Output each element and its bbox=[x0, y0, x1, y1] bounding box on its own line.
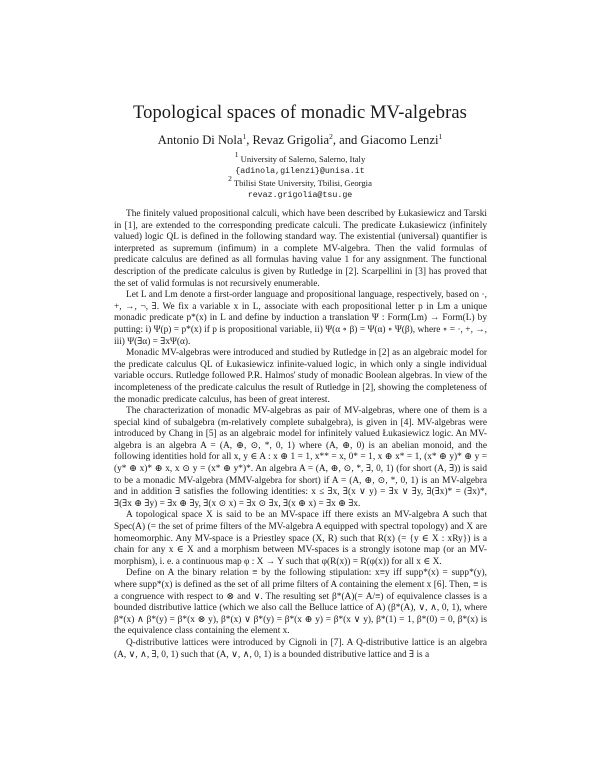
affiliation-name: Tbilisi State University, Tbilisi, Georgia bbox=[233, 178, 372, 188]
author-affiliation-mark: 2 bbox=[329, 132, 333, 141]
paragraph: The characterization of monadic MV-algebras as pair of MV-algebras, where one of them is a special kind of subalgebra (m-relatively complete subalgebra), is given in [4]. MV-algebras were introduced by Chang in [5] as an algebraic model for infinitely valued Łukasiewicz logic. An MV-algebra is an algebra A = (A, ⊕, ⊙, *, 0, 1) where (A, ⊕, 0) is an abelian monoid, and the following identities hold for all x, y ∈ A : x ⊕ 1 = 1, x** = x, 0* = 1, x ⊕ x* = 1, (x* ⊕ y)* ⊕ y = (y* ⊕ x)* ⊕ x, x ⊙ y = (x* ⊕ y*)*. An algebra A = (A, ⊕, ⊙, *, ∃, 0, 1) (for short (A, ∃)) is said to be a monadic MV-algebra (MMV-algebra for short) if A = (A, ⊕, ⊙, *, 0, 1) is an MV-algebra and in addition ∃ satisfies the following identities: x ≤ ∃x, ∃(x ∨ y) = ∃x ∨ ∃y, ∃(∃x)* = (∃x)*, ∃(∃x ⊕ ∃y) = ∃x ⊕ ∃y, ∃(x ⊙ x) = ∃x ⊙ ∃x, ∃(x ⊕ x) = ∃x ⊕ ∃x. bbox=[114, 406, 487, 509]
author-name: Antonio Di Nola bbox=[157, 133, 243, 147]
paragraph: Let L and Lm denote a first-order language and propositional language, respectively, based on ·, +, →, ¬, ∃. We fix a variable x in L, associate with each propositional letter p in Lm a unique monadic predicate p*(x) in L and define by induction a translation Ψ : Form(Lm) → Form(L) by putting: i) Ψ(p) = p*(x) if p is propositional variable, ii) Ψ(α ∘ β) = Ψ(α) ∘ Ψ(β), where ∘ = ·, +, →, iii) Ψ(∃α) = ∃xΨ(α). bbox=[114, 290, 487, 347]
paragraph: Monadic MV-algebras were introduced and studied by Rutledge in [2] as an algebraic model for the predicate calculus QL of Łukasiewicz infinite-valued logic, in which only a single individual variable occurs. Rutledge followed P.R. Halmos' study of monadic Boolean algebras. In view of the incompleteness of the predicate calculus the result of Rutledge in [2], showing the completeness of the monadic predicate calculus, has been of great interest. bbox=[114, 348, 487, 405]
author-separator: , bbox=[246, 133, 253, 147]
affiliation-1 bbox=[0, 150, 600, 165]
author-affiliation-mark: 1 bbox=[242, 132, 247, 141]
paragraph: The finitely valued propositional calculi, which have been described by Łukasiewicz and Tarski in [1], are extended to the corresponding predicate calculi. The predicate Łukasiewicz (infinitely valued) logic QL is defined in the following standard way. The existential (universal) quantifier is interpreted as supremum (infimum) in a complete MV-algebra. Then the valid formulas of predicate calculus are defined as all formulas having value 1 for any assignment. The functional description of the predicate calculus is given by Rutledge in [2]. Scarpellini in [3] has proved that the set of valid formulas is not recursively enumerable. bbox=[114, 209, 487, 289]
body-text bbox=[114, 209, 487, 661]
author-affiliation-mark: 1 bbox=[438, 132, 443, 141]
author-separator: , and bbox=[332, 133, 361, 147]
affiliation-2 bbox=[0, 174, 600, 189]
paragraph: Define on A the binary relation ≡ by the following stipulation: x≡y iff supp*(x) = supp*(y), where supp*(x) is defined as the set of all prime filters of A containing the element x [6]. Then, ≡ is a congruence with respect to ⊗ and ∨. The resulting set β*(A)(= A/≡) of equivalence classes is a bounded distributive lattice (which we also call the Belluce lattice of A) (β*(A), ∨, ∧, 0, 1), where β*(x) ∧ β*(y) = β*(x ⊗ y), β*(x) ∨ β*(y) = β*(x ⊕ y) = β*(x ∨ y), β*(1) = 1, β*(0) = 0, β*(x) is the equivalence class containing the element x. bbox=[114, 568, 487, 637]
affiliation-name: University of Salerno, Salerno, Italy bbox=[240, 154, 366, 164]
author-name: Revaz Grigolia bbox=[252, 133, 330, 147]
author-line bbox=[0, 133, 600, 148]
author-name: Giacomo Lenzi bbox=[360, 133, 439, 147]
paper-title: Topological spaces of monadic MV-algebras bbox=[132, 103, 467, 123]
affiliation-2-email: revaz.grigolia@tsu.ge bbox=[247, 191, 353, 200]
paragraph: A topological space X is said to be an MV-space iff there exists an MV-algebra A such that Spec(A) (= the set of prime filters of the MV-algebra A equipped with spectral topology) and X are homeomorphic. Any MV-space is a Priestley space (X, R) such that R(x) (= {y ∈ X : xRy}) is a chain for any x ∈ X and a morphism between MV-spaces is a strongly isotone map (or an MV-morphism), i. e. a continuous map φ : X → Y such that φ(R(x)) = R(φ(x)) for all x ∈ X. bbox=[114, 510, 487, 567]
affiliation-mark: 2 bbox=[228, 174, 232, 183]
paragraph: Q-distributive lattices were introduced by Cignoli in [7]. A Q-distributive lattice is an algebra (A, ∨, ∧, ∃, 0, 1) such that (A, ∨, ∧, 0, 1) is a bounded distributive lattice and ∃ is a bbox=[114, 637, 487, 660]
affiliation-1-email: {adinola,gilenzi}@unisa.it bbox=[235, 167, 365, 176]
affiliation-mark: 1 bbox=[234, 150, 239, 159]
